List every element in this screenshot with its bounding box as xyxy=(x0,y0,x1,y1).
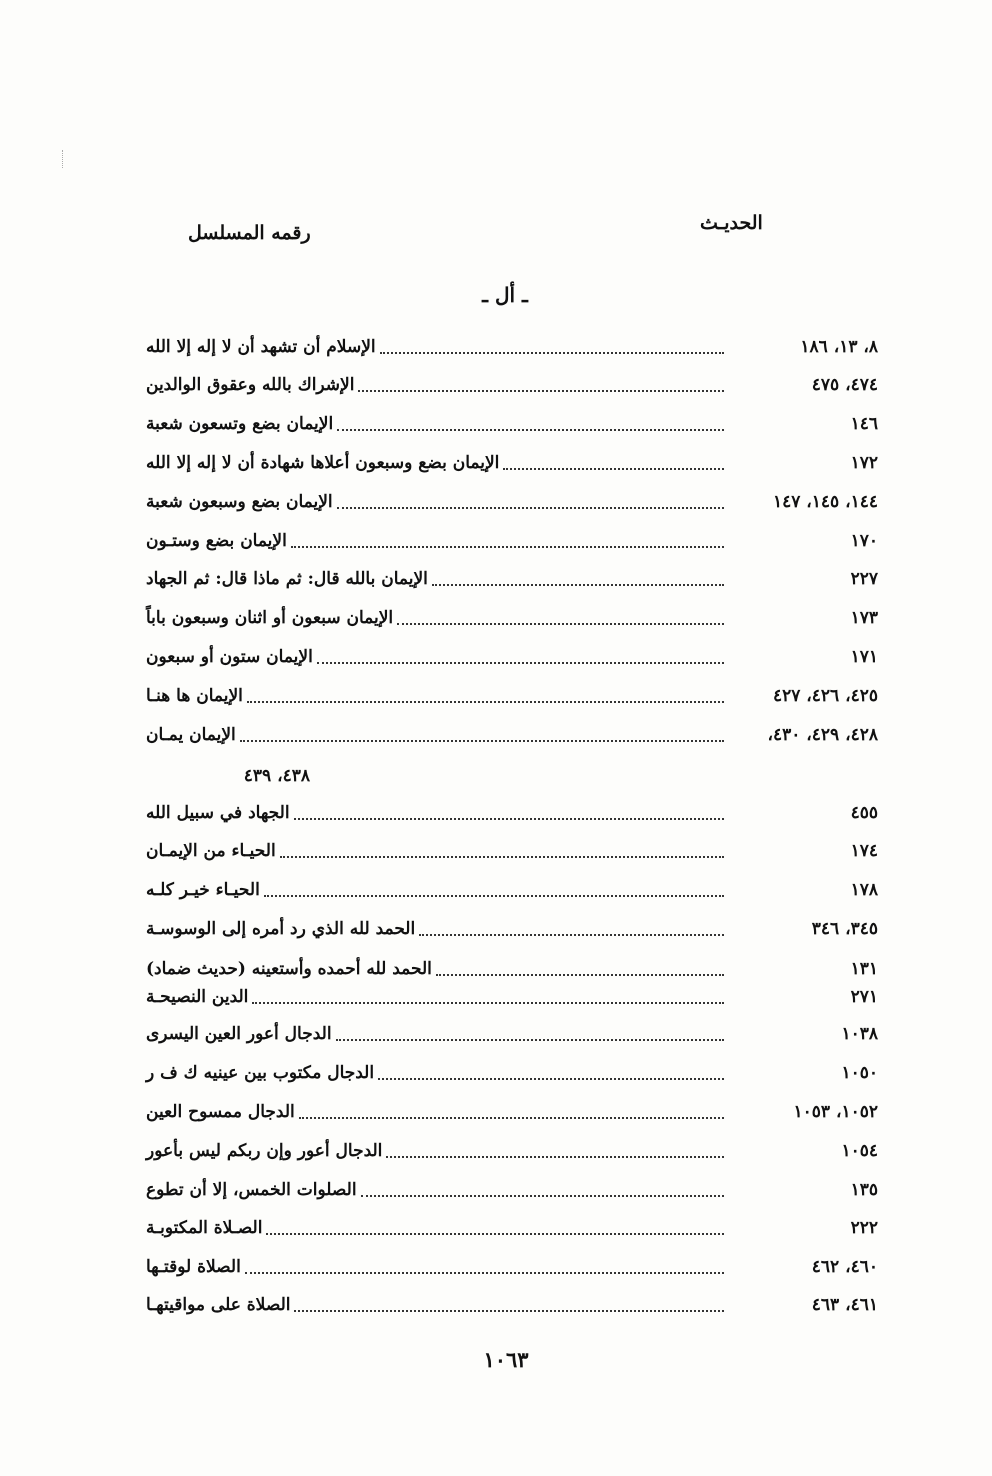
list-item xyxy=(140,722,878,748)
hadith-text: الدجال ممسوح العين xyxy=(146,1102,295,1122)
dot-leader xyxy=(294,818,724,820)
list-item xyxy=(140,1254,878,1280)
serial-numbers: ٨، ١٣، ١٨٦ xyxy=(800,337,878,357)
hadith-column-header: الحديـث xyxy=(700,212,763,234)
dot-leader xyxy=(337,429,724,431)
list-item xyxy=(140,1177,878,1203)
list-item xyxy=(140,800,878,826)
hadith-text: الصلاة على مواقيتهـا xyxy=(146,1295,291,1315)
serial-numbers: ٢٢٢ xyxy=(850,1218,878,1238)
list-item xyxy=(140,1138,878,1164)
list-item xyxy=(140,489,878,515)
serial-numbers: ٣٤٥، ٣٤٦ xyxy=(811,919,878,939)
dot-leader xyxy=(252,1002,724,1004)
serial-number-column-header: رقمه المسلسل xyxy=(188,222,311,244)
hadith-text: الإيمان يمـان xyxy=(146,725,236,745)
dot-leader xyxy=(397,623,724,625)
section-heading: ـ أل ـ xyxy=(482,283,528,307)
dot-leader xyxy=(240,740,724,742)
serial-numbers: ١٣٥ xyxy=(850,1180,878,1200)
hadith-text: الإيمان ها هنـا xyxy=(146,686,243,706)
list-item xyxy=(140,1021,878,1047)
hadith-text: الإيمان سبعون أو اثنان وسبعون باباً xyxy=(146,608,394,628)
serial-numbers: ١٠٥٤ xyxy=(841,1141,878,1161)
dot-leader xyxy=(419,934,724,936)
hadith-text: الإشراك بالله وعقوق الوالدين xyxy=(146,375,355,395)
serial-numbers: ١٠٥٢، ١٠٥٣ xyxy=(793,1102,878,1122)
list-item xyxy=(140,683,878,709)
serial-numbers: ١٤٤، ١٤٥، ١٤٧ xyxy=(772,492,878,512)
list-item xyxy=(140,411,878,437)
hadith-text: الدجال مكتوب بين عينيه ك ف ر xyxy=(146,1063,375,1083)
list-item xyxy=(140,984,878,1010)
serial-numbers: ١٧٨ xyxy=(850,880,878,900)
dot-leader xyxy=(247,701,724,703)
hadith-text: الدجال أعور العين اليسرى xyxy=(146,1024,332,1044)
hadith-text: الإيمان بضع وستـون xyxy=(146,531,287,551)
dot-leader xyxy=(378,1078,724,1080)
hadith-text: الصلاة لوقتـها xyxy=(146,1257,241,1277)
dot-leader xyxy=(361,1195,724,1197)
serial-numbers: ١٣١ xyxy=(850,959,878,979)
list-item xyxy=(140,566,878,592)
list-item xyxy=(140,956,878,982)
dot-leader xyxy=(266,1233,724,1235)
dot-leader xyxy=(299,1117,724,1119)
list-item xyxy=(140,605,878,631)
list-item xyxy=(140,877,878,903)
list-item xyxy=(140,334,878,360)
page-number: ١٠٦٣ xyxy=(483,1347,529,1372)
hadith-text: الإيمان بضع وسبعون أعلاها شهادة أن لا إله إلا الله xyxy=(146,453,500,473)
dot-leader xyxy=(380,352,724,354)
hadith-text: الإيمان بضع وسبعون شعبة xyxy=(146,492,333,512)
serial-numbers: ١٧٢ xyxy=(850,453,878,473)
dot-leader xyxy=(358,390,724,392)
serial-numbers: ٤٦١، ٤٦٣ xyxy=(811,1295,878,1315)
hadith-text: الإسلام أن تشهد أن لا إله إلا الله xyxy=(146,337,376,357)
hadith-text: الحمد لله أحمده وأستعينه (حديث ضماد) xyxy=(146,959,432,979)
dot-leader xyxy=(386,1156,724,1158)
serial-numbers: ٢٧١ xyxy=(850,987,878,1007)
hadith-text: الدجال أعور وإن ربكم ليس بأعور xyxy=(146,1141,383,1161)
serial-numbers: ٤٢٨، ٤٢٩، ٤٣٠، xyxy=(767,725,878,745)
list-item xyxy=(140,372,878,398)
dot-leader xyxy=(336,1039,724,1041)
hadith-text: الجهاد في سبيل الله xyxy=(146,803,290,823)
serial-numbers: ١٧٣ xyxy=(850,608,878,628)
list-item xyxy=(140,838,878,864)
hadith-text: الصـلاة المكتوبـة xyxy=(146,1218,263,1238)
list-item xyxy=(140,1099,878,1125)
serial-numbers: ١٧١ xyxy=(850,647,878,667)
dot-leader xyxy=(503,468,724,470)
serial-numbers: ٤٥٥ xyxy=(850,803,878,823)
dot-leader xyxy=(264,895,724,897)
serial-numbers: ١٧٤ xyxy=(850,841,878,861)
serial-numbers: ١٠٣٨ xyxy=(841,1024,878,1044)
list-item xyxy=(140,1060,878,1086)
serial-numbers: ١٧٠ xyxy=(850,531,878,551)
serial-numbers: ٢٢٧ xyxy=(850,569,878,589)
dot-leader xyxy=(294,1310,724,1312)
hadith-text: الحيـاء من الإيمـان xyxy=(146,841,276,861)
list-item xyxy=(140,1292,878,1318)
dot-leader xyxy=(245,1272,724,1274)
hadith-text: الإيمان بضع وتسعون شعبة xyxy=(146,414,334,434)
serial-numbers: ٤٦٠، ٤٦٢ xyxy=(811,1257,878,1277)
list-item xyxy=(140,1215,878,1241)
serial-numbers: ٤٢٥، ٤٢٦، ٤٢٧ xyxy=(772,686,878,706)
hadith-text: الصلوات الخمس، إلا أن تطوع xyxy=(146,1180,357,1200)
list-item xyxy=(140,450,878,476)
serial-numbers-continued: ٤٣٨، ٤٣٩ xyxy=(243,766,310,786)
dot-leader xyxy=(436,974,724,976)
dot-leader xyxy=(291,546,724,548)
serial-numbers: ١٤٦ xyxy=(850,414,878,434)
hadith-text: الدين النصيحـة xyxy=(146,987,249,1007)
dot-leader xyxy=(432,584,724,586)
hadith-text: الحمد لله الذي رد أمره إلى الوسوسـة xyxy=(146,919,416,939)
dot-leader xyxy=(317,662,724,664)
serial-numbers: ٤٧٤، ٤٧٥ xyxy=(811,375,878,395)
list-item xyxy=(140,644,878,670)
list-item xyxy=(140,528,878,554)
list-item xyxy=(140,916,878,942)
serial-numbers: ١٠٥٠ xyxy=(841,1063,878,1083)
hadith-text: الحيـاء خيـر كلـه xyxy=(146,880,260,900)
hadith-text: الإيمان بالله قال: ثم ماذا قال: ثم الجهاد xyxy=(146,569,428,589)
dot-leader xyxy=(280,856,724,858)
dot-leader xyxy=(337,507,724,509)
hadith-text: الإيمان ستون أو سبعون xyxy=(146,647,313,667)
